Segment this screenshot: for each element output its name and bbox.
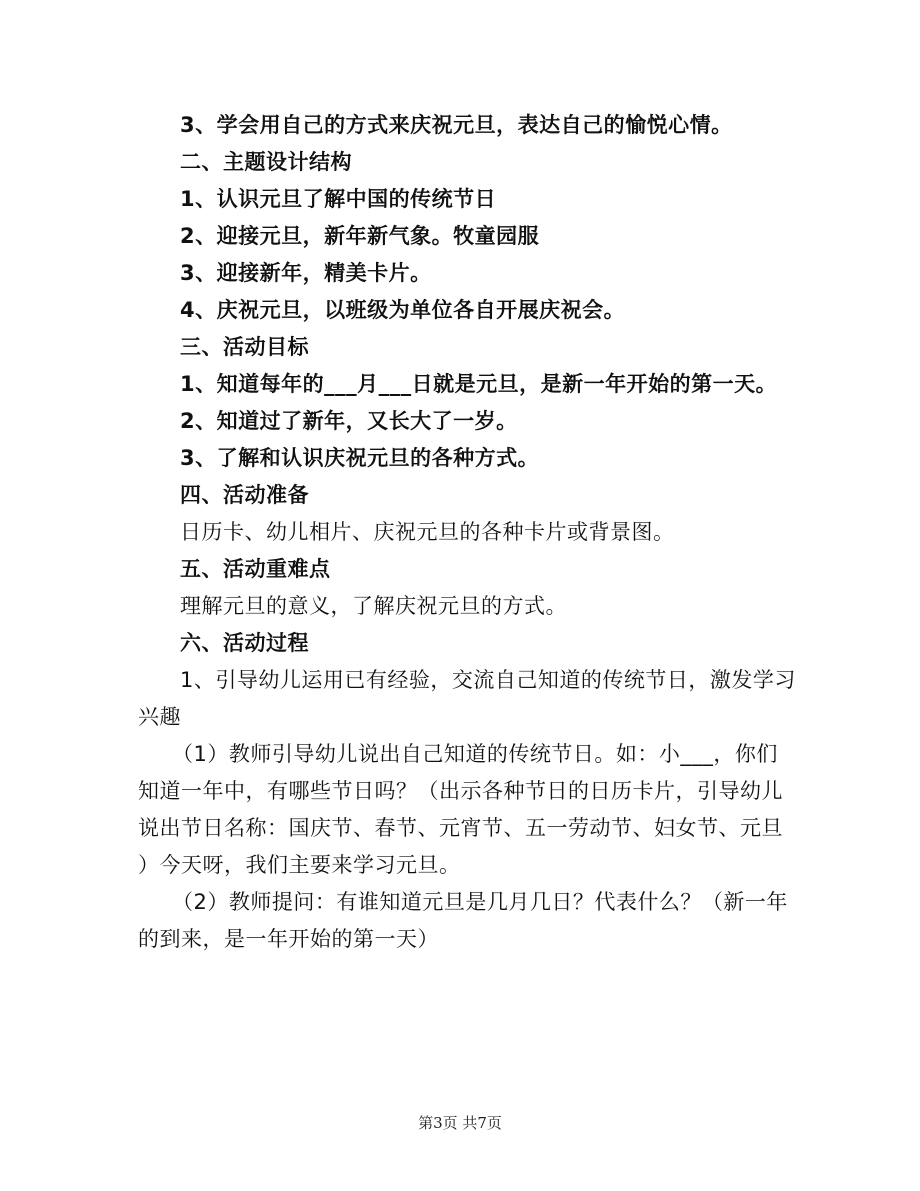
- text-line: 2、迎接元旦，新年新气象。牧童园服: [180, 224, 540, 248]
- text-line: 理解元旦的意义，了解庆祝元旦的方式。: [180, 594, 567, 618]
- text-line: 日历卡、幼儿相片、庆祝元旦的各种卡片或背景图。: [180, 520, 675, 544]
- section-heading: 六、活动过程: [180, 631, 309, 655]
- text-line: 4、庆祝元旦，以班级为单位各自开展庆祝会。: [180, 298, 626, 322]
- text-line: ）今天呀，我们主要来学习元旦。: [138, 853, 461, 877]
- text-line: 2、知道过了新年，又长大了一岁。: [180, 409, 518, 433]
- section-heading: 二、主题设计结构: [180, 150, 352, 174]
- section-heading: 四、活动准备: [180, 483, 309, 507]
- text-line: （2）教师提问：有谁知道元旦是几月几日？代表什么？（新一年: [172, 890, 788, 914]
- text-line: 兴趣: [138, 705, 181, 729]
- text-line: 说出节日名称：国庆节、春节、元宵节、五一劳动节、妇女节、元旦: [138, 816, 783, 840]
- section-heading: 五、活动重难点: [180, 557, 331, 581]
- text-line: 1、引导幼儿运用已有经验，交流自己知道的传统节日，激发学习: [180, 668, 796, 692]
- text-line: 3、迎接新年，精美卡片。: [180, 261, 432, 285]
- text-line: 的到来，是一年开始的第一天）: [138, 927, 439, 951]
- text-line: 3、学会用自己的方式来庆祝元旦，表达自己的愉悦心情。: [180, 113, 733, 137]
- section-heading: 三、活动目标: [180, 335, 309, 359]
- text-line: 知道一年中，有哪些节日吗？（出示各种节日的日历卡片，引导幼儿: [138, 779, 783, 803]
- text-line: （1）教师引导幼儿说出自己知道的传统节日。如：小___，你们: [172, 742, 778, 766]
- page-number: 第3页 共7页: [418, 1114, 502, 1132]
- text-line: 3、了解和认识庆祝元旦的各种方式。: [180, 446, 540, 470]
- text-line: 1、知道每年的___月___日就是元旦，是新一年开始的第一天。: [180, 372, 778, 396]
- text-line: 1、认识元旦了解中国的传统节日: [180, 187, 497, 211]
